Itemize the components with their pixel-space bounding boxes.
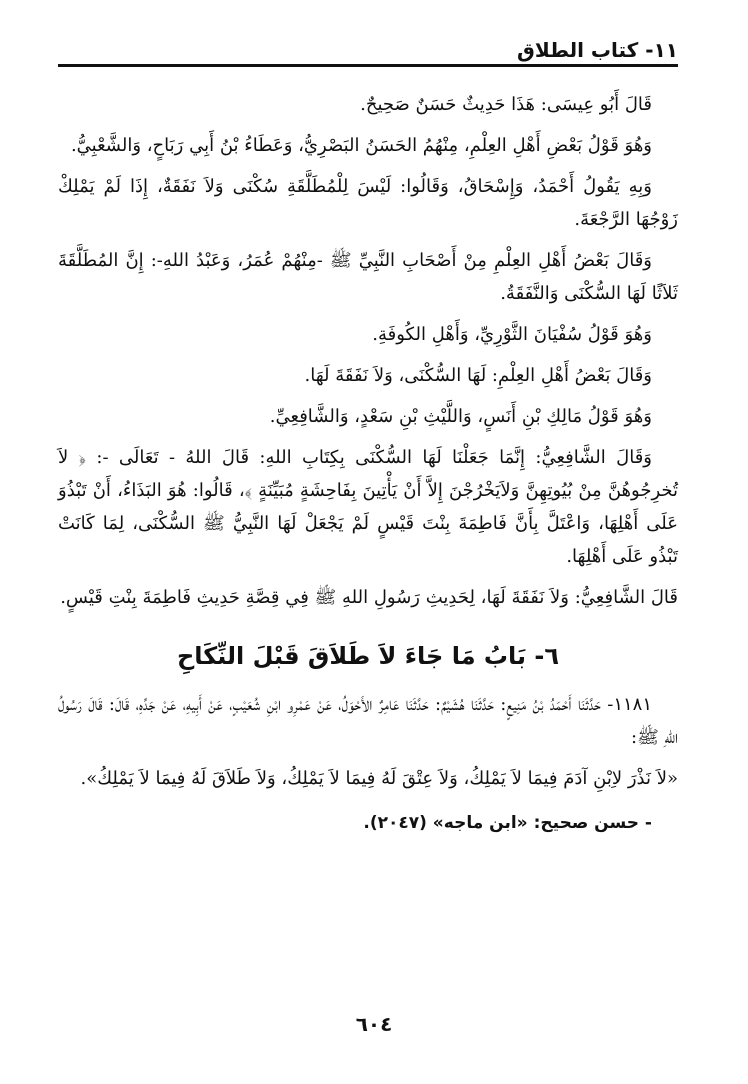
header-rule — [58, 64, 678, 67]
hadith-matn: «لاَ نَذْرَ لاِبْنِ آدَمَ فِيمَا لاَ يَمْلِكُ، وَلاَ عِتْقَ لَهُ فِيمَا لاَ يَمْلِكُ، وَلاَ طَلاَقَ لَهُ فِيمَا لاَ يَمْلِكُ». — [80, 768, 678, 789]
chapter-heading: ٦- بَابُ مَا جَاءَ لاَ طَلاَقَ قَبْلَ النِّكَاحِ — [176, 642, 560, 670]
paragraph-companions-view: وَقَالَ بَعْضُ أَهْلِ العِلْمِ مِنْ أَصْحَابِ النَّبِيِّ ﷺ -مِنْهُمْ عُمَرُ، وَعَبْدُ اللهِ-: إِنَّ المُطَلَّقَةَ ثَلاَثًا لَهَا السُّكْنَى وَالنَّفَقَةُ. — [58, 250, 678, 304]
paragraph-sukna-only: وَقَالَ بَعْضُ أَهْلِ العِلْمِ: لَهَا السُّكْنَى، وَلاَ نَفَقَةَ لَهَا. — [304, 365, 652, 386]
hadith-grade: - حسن صحيح: «ابن ماجه» (٢٠٤٧). — [363, 813, 652, 833]
page-number: ٦٠٤ — [355, 1012, 393, 1036]
paragraph-abu-isa-grading: قَالَ أَبُو عِيسَى: هَذَا حَدِيثٌ حَسَنٌ صَحِيحٌ. — [360, 94, 652, 115]
paragraph-scholars-opinion: وَهُوَ قَوْلُ بَعْضِ أَهْلِ العِلْمِ، مِنْهُمُ الحَسَنُ البَصْرِيُّ، وَعَطَاءُ بْنُ أَبِي رَبَاحٍ، وَالشَّعْبِيُّ. — [70, 135, 652, 156]
paragraph-thawri-kufa: وَهُوَ قَوْلُ سُفْيَانَ الثَّوْرِيِّ، وَأَهْلِ الكُوفَةِ. — [372, 324, 652, 345]
paragraph-malik-layth-shafii: وَهُوَ قَوْلُ مَالِكِ بْنِ أَنَسٍ، وَاللَّيْثِ بْنِ سَعْدٍ، وَالشَّافِعِيِّ. — [269, 406, 652, 427]
page-header — [58, 28, 678, 64]
paragraph-ahmad-ishaq: وَبِهِ يَقُولُ أَحْمَدُ، وَإِسْحَاقُ، وَقَالُوا: لَيْسَ لِلْمُطَلَّقَةِ سُكْنَى وَلاَ نَفَقَةٌ، إِذَا لَمْ يَمْلِكْ زَوْجُهَا الرَّجْعَةَ. — [58, 176, 678, 230]
page-body — [58, 88, 678, 848]
paragraph-shafii-nafaqa: قَالَ الشَّافِعِيُّ: وَلاَ نَفَقَةَ لَهَا، لِحَدِيثِ رَسُولِ اللهِ ﷺ فِي قِصَّةِ حَدِيثِ فَاطِمَةَ بِنْتِ قَيْسٍ. — [60, 587, 678, 608]
paragraph-shafii-quran: وَقَالَ الشَّافِعِيُّ: إِنَّمَا جَعَلْنَا لَهَا السُّكْنَى بِكِتَابِ اللهِ: قَالَ اللهُ - تَعَالَى -: ﴿ لاَ تُخرِجُوهُنَّ مِنْ بُيُوتِهِنَّ وَلاَيَخْرُجْنَ إِلاَّ أَنْ يَأْتِينَ بِفَاحِشَةٍ مُبَيِّنَةٍ ﴾، قَالُوا: هُوَ البَذَاءُ، أَنْ تَبْذُوَ عَلَى أَهْلِهَا، وَاعْتَلَّ بِأَنَّ فَاطِمَةَ بِنْتَ قَيْسٍ لَمْ يَجْعَلْ لَهَا النَّبِيُّ ﷺ السُّكْنَى، لِمَا كَانَتْ تَبْذُو عَلَى أَهْلِهَا. — [58, 447, 678, 567]
running-title: ١١- كتاب الطلاق — [517, 38, 678, 62]
hadith-isnad: ١١٨١- حَدَّثَنَا أَحْمَدُ بْنُ مَنِيعٍ: حَدَّثَنَا هُشَيْمٌ: حَدَّثَنَا عَامِرٌ الأَحْوَلُ، عَنْ عَمْرِو ابْنِ شُعَيْبٍ، عَنْ أَبِيهِ، عَنْ جَدِّهِ، قَالَ: قَالَ رَسُولُ اللهِ ﷺ: — [58, 694, 678, 748]
